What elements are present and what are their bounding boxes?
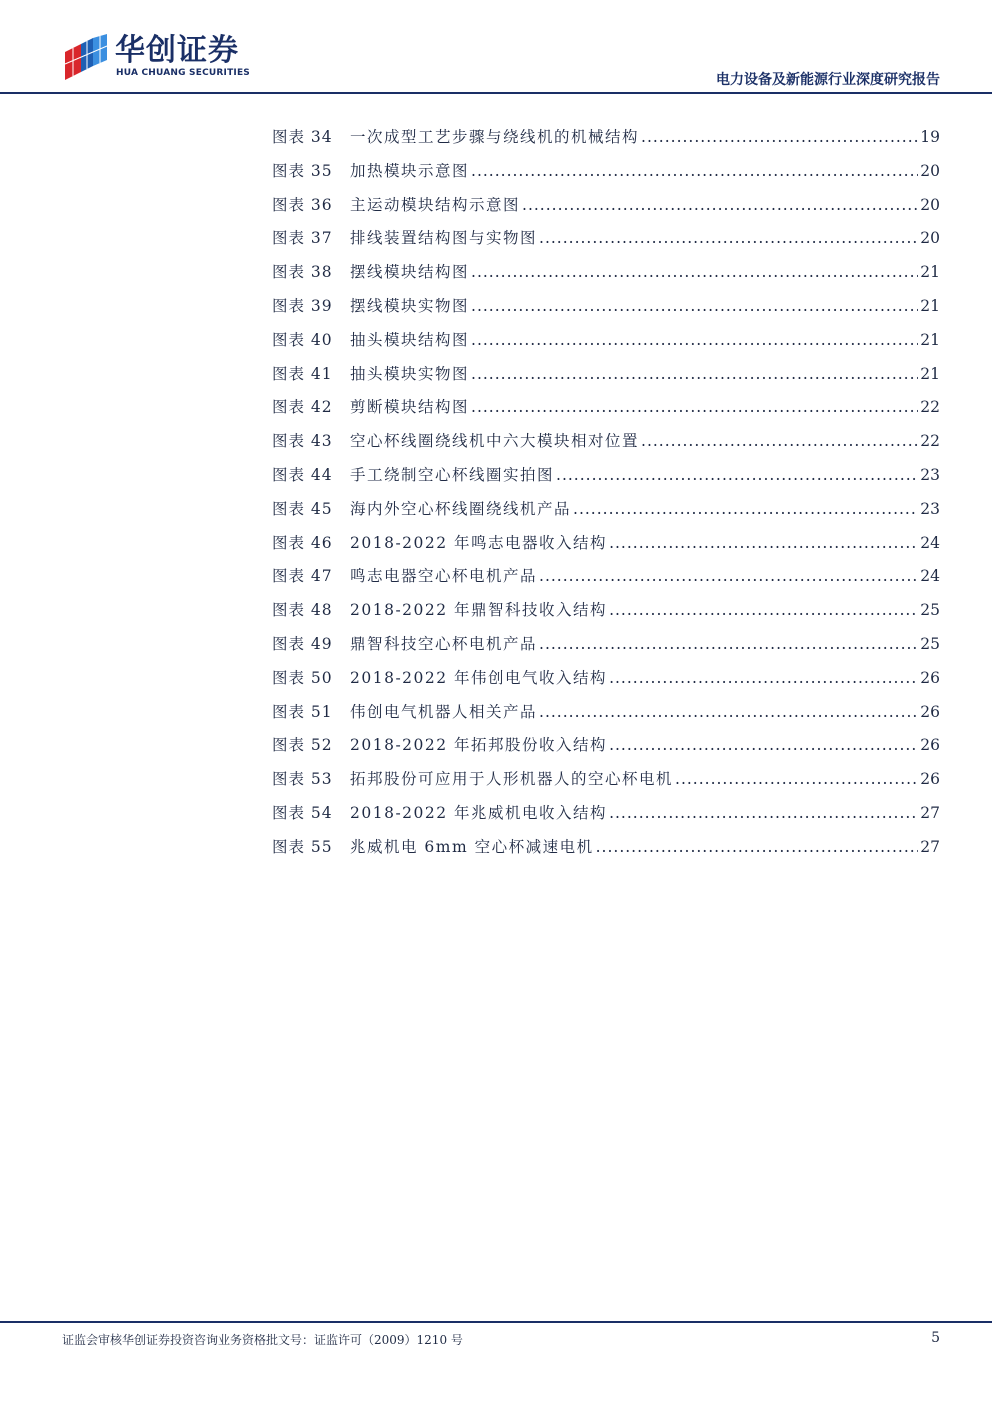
toc-leader-dots	[539, 229, 918, 247]
toc-entry-page: 22	[920, 432, 940, 451]
toc-leader-dots	[675, 770, 918, 788]
toc-leader-dots	[609, 669, 918, 687]
header-divider	[0, 92, 992, 94]
toc-entry-page: 21	[920, 263, 940, 282]
toc-leader-dots	[609, 736, 918, 754]
toc-entry-page: 21	[920, 330, 940, 349]
logo-name-en: HUA CHUANG SECURITIES	[116, 68, 250, 78]
toc-entry-title: 2018-2022 年鸣志电器收入结构	[350, 533, 608, 552]
toc-leader-dots	[471, 365, 918, 383]
toc-entry-title: 兆威机电 6mm 空心杯减速电机	[350, 837, 594, 856]
toc-leader-dots	[471, 263, 918, 281]
toc-entry-label: 图表 42	[272, 398, 333, 417]
toc-entry-title: 2018-2022 年兆威机电收入结构	[350, 803, 608, 822]
toc-entry-title: 海内外空心杯线圈绕线机产品	[350, 499, 572, 518]
toc-leader-dots	[539, 703, 918, 721]
toc-entry-label: 图表 46	[272, 533, 333, 552]
toc-leader-dots	[609, 534, 918, 552]
toc-entry-title: 剪断模块结构图	[350, 398, 470, 417]
toc-entry[interactable]	[272, 395, 940, 429]
toc-leader-dots	[539, 567, 918, 585]
toc-entry[interactable]	[272, 666, 940, 700]
toc-entry[interactable]	[272, 429, 940, 463]
toc-entry-page: 21	[920, 296, 940, 315]
toc-entry[interactable]	[272, 767, 940, 801]
toc-entry-title: 2018-2022 年拓邦股份收入结构	[350, 736, 608, 755]
toc-entry[interactable]	[272, 294, 940, 328]
toc-entry-page: 20	[920, 161, 940, 180]
toc-entry-page: 24	[920, 533, 940, 552]
toc-entry[interactable]	[272, 531, 940, 565]
toc-entry-title: 空心杯线圈绕线机中六大模块相对位置	[350, 432, 640, 451]
toc-entry-label: 图表 38	[272, 263, 333, 282]
toc-leader-dots	[609, 804, 918, 822]
toc-entry-label: 图表 50	[272, 668, 333, 687]
footer-divider	[0, 1321, 992, 1323]
toc-entry-page: 26	[920, 736, 940, 755]
toc-entry-label: 图表 52	[272, 736, 333, 755]
toc-leader-dots	[539, 635, 918, 653]
toc-entry[interactable]	[272, 125, 940, 159]
toc-entry-title: 主运动模块结构示意图	[350, 195, 521, 214]
toc-entry-label: 图表 54	[272, 803, 333, 822]
toc-leader-dots	[522, 196, 918, 214]
table-of-figures	[272, 125, 940, 869]
toc-entry-page: 19	[920, 128, 940, 146]
toc-leader-dots	[596, 838, 919, 856]
toc-entry-label: 图表 34	[272, 128, 333, 146]
toc-entry-label: 图表 43	[272, 432, 333, 451]
page-number: 5	[931, 1330, 940, 1346]
toc-entry-label: 图表 37	[272, 229, 333, 248]
toc-entry-title: 2018-2022 年鼎智科技收入结构	[350, 601, 608, 620]
toc-entry[interactable]	[272, 226, 940, 260]
toc-entry-label: 图表 35	[272, 161, 333, 180]
toc-entry-page: 27	[920, 837, 940, 856]
toc-leader-dots	[641, 128, 918, 146]
company-logo	[63, 34, 253, 84]
toc-entry-title: 排线装置结构图与实物图	[350, 229, 538, 248]
logo-mark-icon	[63, 34, 109, 82]
toc-entry-label: 图表 45	[272, 499, 333, 518]
toc-entry-title: 抽头模块实物图	[350, 364, 470, 383]
toc-entry-page: 23	[920, 465, 940, 484]
toc-entry-title: 加热模块示意图	[350, 161, 470, 180]
toc-entry-label: 图表 55	[272, 837, 333, 856]
report-title: 电力设备及新能源行业深度研究报告	[716, 72, 940, 88]
toc-entry-page: 25	[920, 634, 940, 653]
toc-entry-page: 26	[920, 770, 940, 789]
toc-entry-label: 图表 36	[272, 195, 333, 214]
toc-leader-dots	[471, 297, 918, 315]
toc-entry-title: 鼎智科技空心杯电机产品	[350, 634, 538, 653]
toc-entry-page: 21	[920, 364, 940, 383]
toc-entry-page: 27	[920, 803, 940, 822]
toc-entry-label: 图表 53	[272, 770, 333, 789]
toc-entry-title: 伟创电气机器人相关产品	[350, 702, 538, 721]
toc-entry[interactable]	[272, 700, 940, 734]
toc-entry-page: 22	[920, 398, 940, 417]
toc-entry-title: 鸣志电器空心杯电机产品	[350, 567, 538, 586]
toc-entry[interactable]	[272, 801, 940, 835]
toc-entry[interactable]	[272, 632, 940, 666]
toc-entry[interactable]	[272, 328, 940, 362]
toc-entry-label: 图表 49	[272, 634, 333, 653]
toc-entry-page: 26	[920, 668, 940, 687]
toc-leader-dots	[471, 162, 918, 180]
toc-entry-title: 摆线模块实物图	[350, 296, 470, 315]
toc-entry-label: 图表 44	[272, 465, 333, 484]
toc-entry-page: 20	[920, 229, 940, 248]
toc-entry[interactable]	[272, 598, 940, 632]
toc-entry[interactable]	[272, 835, 940, 869]
footer-disclaimer: 证监会审核华创证券投资咨询业务资格批文号：证监许可（2009）1210 号	[62, 1333, 463, 1347]
toc-leader-dots	[556, 466, 918, 484]
toc-entry-label: 图表 41	[272, 364, 333, 383]
toc-leader-dots	[641, 432, 918, 450]
toc-entry-label: 图表 39	[272, 296, 333, 315]
toc-entry-label: 图表 40	[272, 330, 333, 349]
toc-leader-dots	[471, 398, 918, 416]
toc-entry-title: 抽头模块结构图	[350, 330, 470, 349]
toc-entry-label: 图表 47	[272, 567, 333, 586]
toc-entry[interactable]	[272, 260, 940, 294]
toc-entry[interactable]	[272, 362, 940, 396]
toc-entry[interactable]	[272, 564, 940, 598]
toc-entry-page: 24	[920, 567, 940, 586]
toc-entry-label: 图表 48	[272, 601, 333, 620]
toc-entry-title: 拓邦股份可应用于人形机器人的空心杯电机	[350, 770, 674, 789]
toc-entry-page: 20	[920, 195, 940, 214]
toc-entry[interactable]	[272, 497, 940, 531]
toc-entry-title: 手工绕制空心杯线圈实拍图	[350, 465, 555, 484]
toc-leader-dots	[609, 601, 918, 619]
toc-entry-title: 一次成型工艺步骤与绕线机的机械结构	[350, 128, 640, 146]
logo-name-cn: 华创证券	[115, 33, 239, 68]
toc-entry-title: 2018-2022 年伟创电气收入结构	[350, 668, 608, 687]
toc-entry[interactable]	[272, 463, 940, 497]
toc-leader-dots	[573, 500, 918, 518]
toc-entry-title: 摆线模块结构图	[350, 263, 470, 282]
toc-entry[interactable]	[272, 159, 940, 193]
toc-leader-dots	[471, 331, 918, 349]
toc-entry-label: 图表 51	[272, 702, 333, 721]
toc-entry-page: 23	[920, 499, 940, 518]
toc-entry-page: 25	[920, 601, 940, 620]
toc-entry-page: 26	[920, 702, 940, 721]
toc-entry[interactable]	[272, 733, 940, 767]
toc-entry[interactable]	[272, 193, 940, 227]
